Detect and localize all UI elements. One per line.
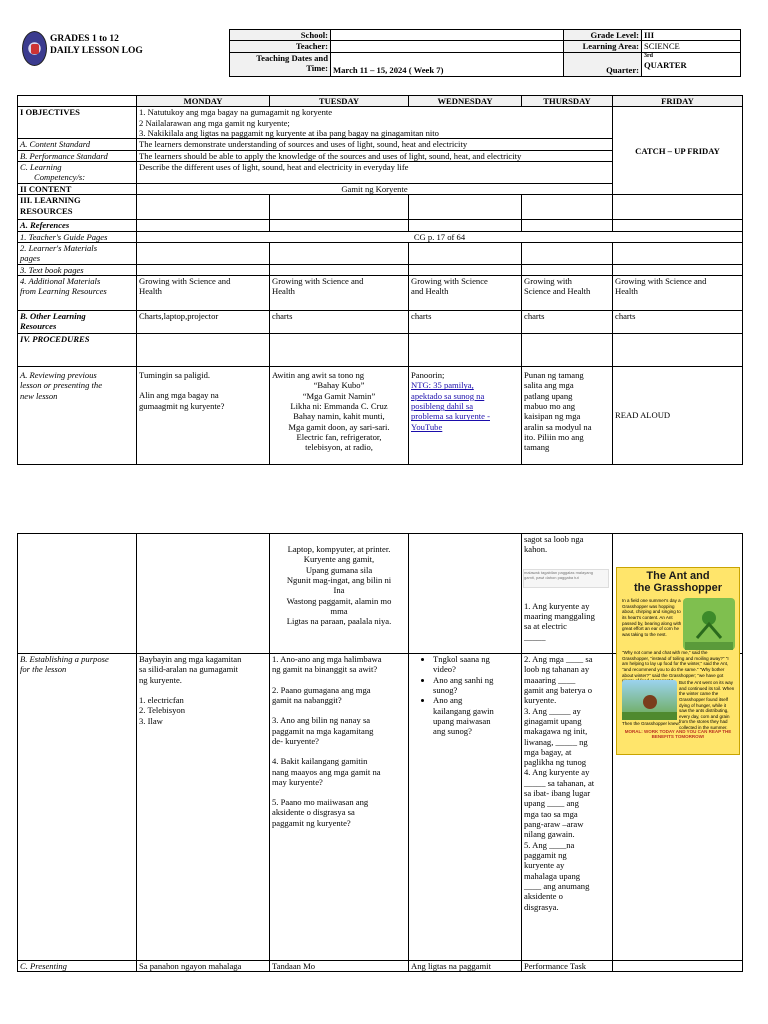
cell-empty (522, 334, 613, 367)
presenting-tuesday: Tandaan Mo (270, 961, 409, 972)
cell-empty (270, 195, 409, 220)
review-monday: Tumingin sa paligid. Alin ang mga bagay na gumaagmit ng kuryente? (137, 367, 270, 465)
poster-moral: MORAL: WORK TODAY AND YOU CAN REAP THE BENEFITS TOMORROW! (624, 729, 732, 740)
day-header-friday: FRIDAY (613, 96, 743, 107)
cell-empty (613, 220, 743, 231)
list-item: • Tngkol saana ng video? (433, 654, 519, 675)
cell-empty (137, 534, 270, 654)
additional-thursday: Growing with Science and Health (522, 276, 613, 311)
school-field[interactable] (331, 30, 564, 41)
cell-empty (137, 195, 270, 220)
teaching-dates-label: Teaching Dates and Time: (230, 52, 331, 76)
word-bank-snippet: malawak tagabilan paggalas malayang gamit, pawi dahon paggaba tut (523, 569, 609, 588)
purpose-monday: Baybayin ang mga kagamitan sa silid-aralan na gumagamit ng kuryente. 1. electricfan 2. Telebisyon 3. Ilaw (137, 654, 270, 961)
cell-empty (522, 242, 613, 264)
purpose-tuesday-questions: 1. Ano-ano ang mga halimbawa ng gamit na binanggit sa awit? 2. Paano gumagana ang mga gamit na nabanggit? 3. Ano ang bilin ng nanay sa paggamit na mga kagamitang de- kuryente? 4. Bakit kailangang gamitin nang maayos ang mga gamit na may kuryente? 5. Paano mo maiiwasan ang aksidente o disgrasya sa paggamit ng kuryente? (270, 654, 409, 961)
cell-empty (409, 534, 522, 654)
thursday-continuation: sagot sa loob nga kahon. 1. Ang kuryente ay maaring manggaling sa at electric _____ (522, 534, 613, 654)
cell-empty (409, 220, 522, 231)
cell-empty (613, 334, 743, 367)
content-standard-label: A. Content Standard (18, 139, 137, 150)
content-label: II CONTENT (18, 183, 137, 194)
quarter-label: Quarter: (564, 52, 642, 76)
school-label: School: (230, 30, 331, 41)
performance-standard-text: The learners should be able to apply the knowledge of the sources and uses of light, sound, heat, and electricity (137, 150, 613, 161)
form-title-line1: GRADES 1 to 12 (50, 34, 119, 44)
cell-empty (613, 264, 743, 275)
cell-empty (613, 242, 743, 264)
poster-text-1: In a field one summer's day a Grasshopper was hopping about, chirping and singing to its heart's content. An Ant passed by, bearing along with great effort an ear of corn he was taking to the nest. (622, 598, 682, 637)
poster-text-4: Then the Grasshopper knew: (622, 721, 681, 726)
objectives-text: 1. Natutukoy ang mga bagay na gumagamit ng koryente 2 Nailalarawan ang mga gamit ng kuryente; 3. Nakikilala ang ligtas na paggamit ng kuryente at iba pang bagay na ginagamitan nito (137, 107, 613, 139)
poster-title: The Ant and the Grasshopper (633, 570, 723, 594)
cell-empty (613, 961, 743, 972)
cell-empty (270, 242, 409, 264)
cell-empty (613, 195, 743, 220)
grade-level-label: Grade Level: (564, 30, 642, 41)
review-wednesday: Panoorin; NTG: 35 pamilya, apektado sa sunog na posibleng dahil sa problema sa kuryente - YouTube (409, 367, 522, 465)
teachers-guide-pages: CG p. 17 of 64 (137, 231, 743, 242)
header-info-table (229, 29, 741, 77)
presenting-monday: Sa panahon ngayon mahalaga (137, 961, 270, 972)
references-label: A. References (18, 220, 137, 231)
day-header-thursday: THURSDAY (522, 96, 613, 107)
deped-seal-logo (22, 31, 47, 66)
cell-empty (137, 242, 270, 264)
catch-up-friday: CATCH – UP FRIDAY (613, 107, 743, 195)
performance-standard-label: B. Performance Standard (18, 150, 137, 161)
day-header-wednesday: WEDNESDAY (409, 96, 522, 107)
list-item: • Ano ang kailangang gawin upang maiwasan ang sunog? (433, 695, 519, 736)
additional-materials-label: 4. Additional Materials from Learning Resources (18, 276, 137, 311)
presenting-wednesday: Ang ligtas na paggamit (409, 961, 522, 972)
purpose-thursday-fill-blanks: 2. Ang mga ____ sa loob ng tahanan ay maaaring ____ gamit ang bateryа o kuryente. 3. Ang _____ ay ginagamit upang makagawa ng init, liwanag, _____ ng mga bagay, at paglikha ng tunog 4. Ang kuryente ay _____ sa tahanan, at sa ibat- ibang lugar upang ____ ang mga tao sa mga pang-araw –araw nilang gawain. 5. Ang ____na paggamit ng kuryente ay mahalaga upang ____ ang anumang aksidente o disgrasya. (522, 654, 613, 961)
teaching-dates-value[interactable]: March 11 – 15, 2024 ( Week 7) (331, 52, 564, 76)
song-continuation: Laptop, kompyuter, at printer. Kuryente ang gamit, Upang gumana sila Ngunit mag-ingat, ang bilin ni Ina Wastong paggamit, alamin mo mma Ligtas na paraan, paalala niya. (270, 534, 409, 654)
quarter-value[interactable]: 3rd QUARTER (642, 52, 741, 76)
ant-grasshopper-poster (616, 567, 740, 755)
cell-empty (522, 220, 613, 231)
cell-empty (137, 264, 270, 275)
additional-wednesday: Growing with Science and Health (409, 276, 522, 311)
learning-area-value[interactable]: SCIENCE (642, 41, 741, 52)
cell-empty (270, 334, 409, 367)
content-standard-text: The learners demonstrate understanding of sources and uses of light, sound, heat and electricity (137, 139, 613, 150)
ants-illustration (622, 680, 677, 720)
learners-materials-label: 2. Learner's Materials pages (18, 242, 137, 264)
procedures-label: IV. PROCEDURES (18, 334, 137, 367)
learning-resources-label: III. LEARNING RESOURCES (18, 195, 137, 220)
lesson-log-table (17, 95, 743, 465)
reviewing-lesson-label: A. Reviewing previous lesson or presenting the new lesson (18, 367, 137, 465)
day-header-monday: MONDAY (137, 96, 270, 107)
poster-text-3: But the Ant went on its way and continued its toil. When the winter came the Grasshopper found itself dying of hunger, while it saw the ants distributing, every day, corn and grain from the stores they had collected in the summer. (679, 680, 735, 730)
review-friday: READ ALOUD (613, 367, 743, 465)
other-resources-tuesday: charts (270, 311, 409, 334)
presenting-label: C. Presenting (18, 961, 137, 972)
cell-empty (270, 220, 409, 231)
grade-level-value[interactable]: III (642, 30, 741, 41)
cell-empty (409, 334, 522, 367)
establishing-purpose-label: B. Establishing a purpose for the lesson (18, 654, 137, 961)
teacher-label: Teacher: (230, 41, 331, 52)
competency-text: Describe the different uses of light, sound, heat and electricity in everyday life (137, 161, 613, 183)
list-item: • Ano ang sanhi ng sunog? (433, 675, 519, 696)
poster-text-2: "Why not come and chat with me," said the Grasshopper, "instead of toiling and moiling away?" "I am helping to lay up food for the winter," said the Ant, "and recommend you to do the same." "Why bother about winter?" said the Grasshopper; "we have got (622, 650, 729, 678)
teacher-field[interactable] (331, 41, 564, 52)
textbook-pages-label: 3. Text book pages (18, 264, 137, 275)
additional-friday: Growing with Science and Health (613, 276, 743, 311)
cell-empty (409, 264, 522, 275)
cell-empty (409, 195, 522, 220)
competency-label: C. Learning Competency/s: (18, 161, 137, 183)
grasshopper-illustration (683, 598, 735, 650)
other-resources-wednesday: charts (409, 311, 522, 334)
content-text: Gamit ng Koryente (137, 183, 613, 194)
additional-monday: Growing with Science and Health (137, 276, 270, 311)
review-tuesday-song: Awitin ang awit sa tono ng “Bahay Kubo” “Mga Gamit Namin” Likha ni: Emmanda C. Cruz Bahay namin, kahit munti, Mga gamit doon, ay sari-sari. Electric fan, refrigerator, telebisyon, at radio, (270, 367, 409, 465)
learning-area-label: Learning Area: (564, 41, 642, 52)
objectives-label: I OBJECTIVES (18, 107, 137, 139)
cell-empty (137, 334, 270, 367)
youtube-video-link[interactable]: NTG: 35 pamilya, apektado sa sunog na posibleng dahil sa problema sa kuryente - YouTube (411, 380, 490, 432)
purpose-wednesday (409, 654, 522, 961)
other-resources-monday: Charts,laptop,projector (137, 311, 270, 334)
cell-empty (18, 534, 137, 654)
teachers-guide-label: 1. Teacher's Guide Pages (18, 231, 137, 242)
cell-empty (409, 242, 522, 264)
review-thursday: Punan ng tamang salita ang mga patlang upang mabuo mo ang kaisipan ng mga aralin sa modyul na ito. Piliin mo ang tamang (522, 367, 613, 465)
other-resources-friday: charts (613, 311, 743, 334)
other-resources-thursday: charts (522, 311, 613, 334)
corner-cell (18, 96, 137, 107)
cell-empty (137, 220, 270, 231)
additional-tuesday: Growing with Science and Health (270, 276, 409, 311)
form-title-line2: DAILY LESSON LOG (50, 46, 143, 56)
presenting-thursday: Performance Task (522, 961, 613, 972)
cell-empty (522, 264, 613, 275)
day-header-tuesday: TUESDAY (270, 96, 409, 107)
cell-empty (270, 264, 409, 275)
cell-empty (522, 195, 613, 220)
other-resources-label: B. Other Learning Resources (18, 311, 137, 334)
